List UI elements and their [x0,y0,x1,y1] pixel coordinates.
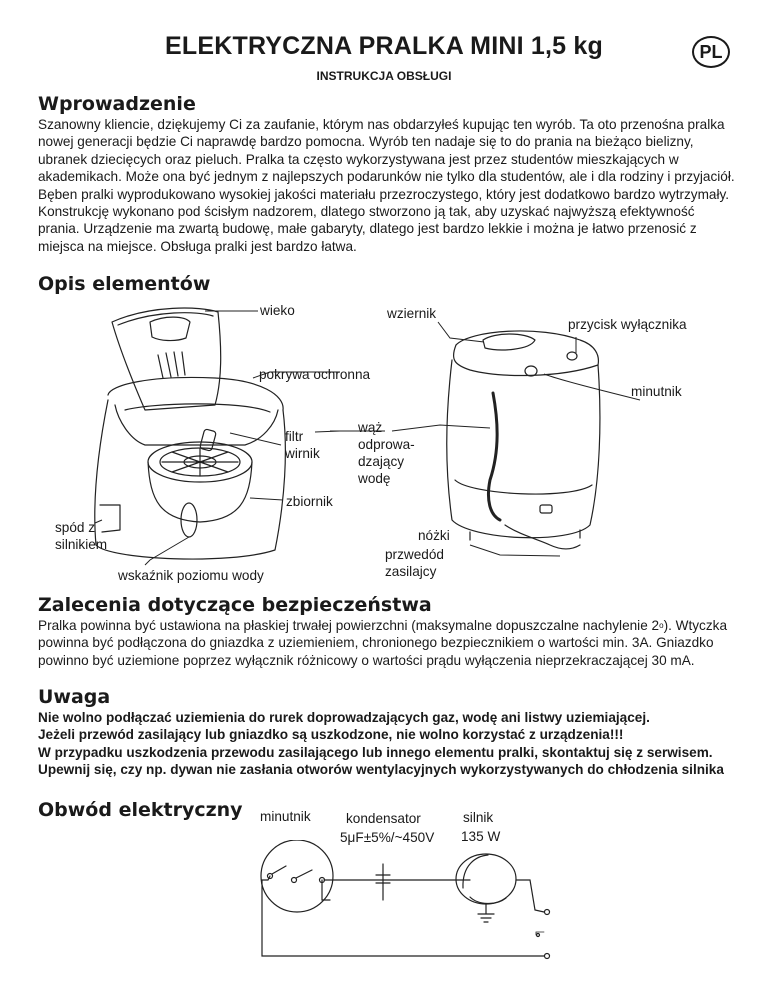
label-tank: zbiornik [286,494,333,509]
safety-text-b: ). Wtyczka powinna być podłączona do gniazdka z uziemieniem, chronionego bezpiecznikiem o wartości min. 3A. Gniazdko powinno być uziemione poprzez wyłącznik różnicowy o wartości prądu wyłączenia nieprzekraczającej 30 mA. [38,618,727,668]
label-motor-base: spód z silnikiem [55,520,108,552]
warning-line-2: Jeżeli przewód zasilający lub gniazdko są uszkodzone, nie wolno korzystać z urządzenia!!! [38,727,624,743]
safety-heading: Zalecenia dotyczące bezpieczeństwa [38,594,432,616]
label-power-button: przycisk wyłącznika [568,317,687,332]
warning-heading: Uwaga [38,686,111,708]
circuit-capacitor-label: kondensator [346,811,421,826]
parts-heading: Opis elementów [38,273,211,295]
ground-icon [478,904,494,922]
intro-heading: Wprowadzenie [38,93,196,115]
safety-text [38,617,738,669]
circuit-heading: Obwód elektryczny [38,799,243,821]
intro-paragraph-1: Szanowny kliencie, dziękujemy Ci za zaufanie, którym nas obdarzyłeś kupując ten wyrób. Ta oto przenośna pralka nowej generacji będzie Ci naprawdę bardzo pomocna. Wyrób ten nadaje się to do prania na bieżąco bielizny, ubranek dziecięcych oraz pieluch. Pralka ta często wykorzystywana jest przez studentów mieszkających w akademikach. Może ona być jednym z najlepszych podarunków nie tylko dla studentów, ale i dla rodziny i przyjaciół. [38,117,735,185]
label-power-cord: przwedód zasilajcy [385,547,444,579]
language-badge: PL [692,36,730,68]
machine-open-illustration [95,308,286,559]
warning-line-1: Nie wolno podłączać uziemienia do rurek doprowadzających gaz, wodę ani listwy uziemiającej. [38,710,650,725]
label-level-indicator: wskaźnik poziomu wody [118,568,264,583]
label-timer: minutnik [631,384,682,399]
label-lid: wieko [260,303,295,318]
warning-text [38,709,738,779]
safety-text-a: Pralka powinna być ustawiona na płaskiej trwałej powierzchni (maksymalne dopuszczalne nachylenie 2 [38,618,660,633]
label-filter-rotor: filtr wirnik [285,429,320,461]
circuit-timer-label: minutnik [260,809,311,824]
motor-symbol [456,854,516,904]
label-cover: pokrywa ochronna [259,367,371,382]
page-title: ELEKTRYCZNA PRALKA MINI 1,5 kg [165,32,603,60]
label-feet: nóżki [418,528,450,543]
degree-sup: o [659,621,664,630]
intro-paragraph-2: Bęben pralki wyprodukowano wysokiej jakości materiału przezroczystego, który jest dodatkowo bardzo wytrzymały. Konstrukcję wykonano pod ścisłym nadzorem, dlatego stworzono ją tak, aby uzyskać najwyższą efektywność prania. Urządzenie ma zwartą budowę, małe gabaryty, dlatego jest bardzo lekkie i można je łatwo przenosić z miejsca na miejsce. Obsługa pralki jest bardzo łatwa. [38,186,730,254]
page-subtitle: INSTRUKCJA OBSŁUGI [316,69,452,83]
label-hose: wąż odprowa- dzający wodę [358,420,415,486]
warning-line-3: W przypadku uszkodzenia przewodu zasilającego lub innego elementu pralki, skontaktuj się z serwisem. Upewnij się, czy np. dywan nie zasłania otworów wentylacyjnych wykorzystywanych do chłodzenia silnika [38,744,724,778]
circuit-motor-label: silnik [463,810,494,825]
label-window: wziernik [387,306,437,321]
machine-closed-illustration [447,331,600,549]
intro-text [38,116,738,255]
circuit-diagram [0,840,768,980]
circuit-capacitor-value: 5μF±5%/~450V [340,830,435,845]
circuit-motor-value: 135 W [461,829,501,844]
